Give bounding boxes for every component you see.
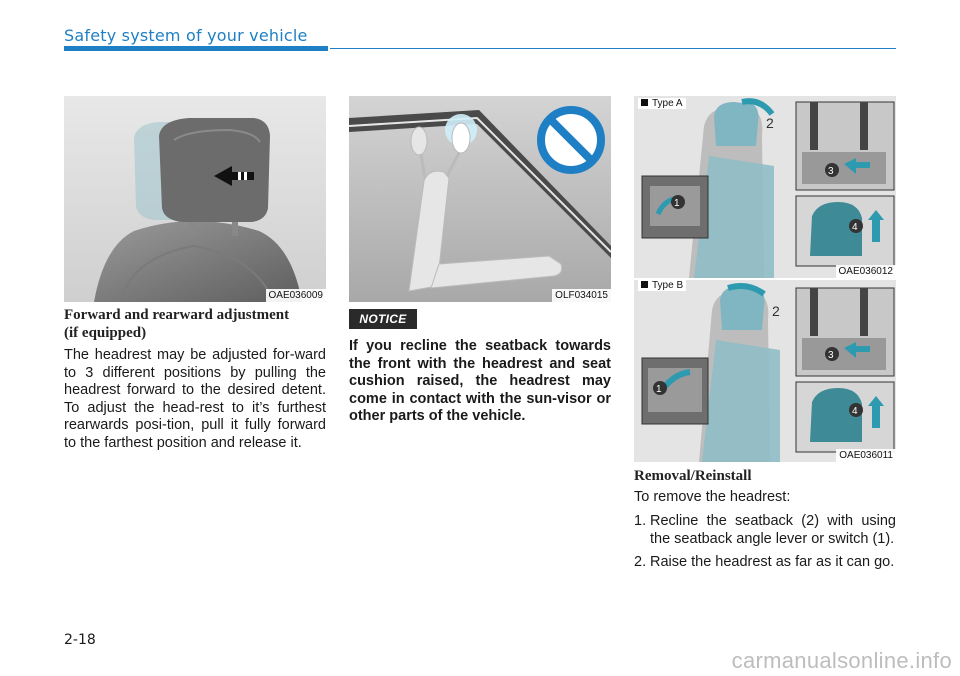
- callout-4: 4: [852, 406, 858, 417]
- callout-4: 4: [852, 222, 858, 233]
- section-title-line: (if equipped): [64, 325, 147, 341]
- callout-3: 3: [828, 166, 834, 177]
- callout-1: 1: [674, 198, 680, 209]
- recline-illustration: [349, 96, 611, 302]
- figure-type-a: [634, 96, 896, 278]
- header-rule: [330, 48, 896, 49]
- adjustment-body: The headrest may be adjusted for-ward to 3 different positions by pulling the headrest forward to the desired detent. To adjust the head-rest to it’s furthest rearwards posi-tion, pull it fully forward to the farthest position and release it.: [64, 347, 326, 451]
- bullet-square: [641, 99, 648, 106]
- section-title-line: Forward and rearward adjustment: [64, 307, 290, 323]
- removal-intro: To remove the headrest:: [634, 489, 791, 505]
- section-title-adjustment: [64, 306, 326, 342]
- callout-3: 3: [828, 350, 834, 361]
- figure-code: OAE036012: [836, 265, 897, 278]
- callout-1: 1: [656, 384, 662, 395]
- list-item: 2. Raise the headrest as far as it can go.: [634, 554, 895, 570]
- page-header: [64, 26, 896, 52]
- figure-code: OAE036009: [266, 289, 327, 302]
- figure-headrest-adjustment: [64, 96, 326, 302]
- type-a-label: Type A: [638, 98, 686, 109]
- callout-2: 2: [766, 115, 774, 131]
- callout-2: 2: [772, 303, 780, 319]
- figure-type-b: [634, 280, 896, 462]
- bullet-square: [641, 281, 648, 288]
- type-b-label: Type B: [638, 280, 686, 291]
- type-b-illustration: [634, 280, 896, 462]
- type-a-illustration: [634, 96, 896, 278]
- notice-badge: NOTICE: [349, 309, 417, 329]
- notice-text: If you recline the seatback towards the front with the headrest and seat cushion raised, the headrest may come in contact with the sun-visor or other parts of the vehicle.: [349, 338, 611, 424]
- figure-code: OLF034015: [552, 289, 611, 302]
- watermark: carmanualsonline.info: [731, 648, 952, 673]
- figure-code: OAE036011: [836, 449, 896, 462]
- headrest-illustration: [64, 96, 326, 302]
- removal-steps: [634, 513, 896, 578]
- header-accent-bar: [64, 46, 328, 51]
- section-title-removal: Removal/Reinstall: [634, 468, 752, 484]
- list-item: 1. Recline the seatback (2) with using the seatback angle lever or switch (1).: [634, 513, 896, 547]
- header-title: Safety system of your vehicle: [64, 26, 308, 45]
- page-number: 2-18: [64, 632, 96, 648]
- figure-recline-warning: [349, 96, 611, 302]
